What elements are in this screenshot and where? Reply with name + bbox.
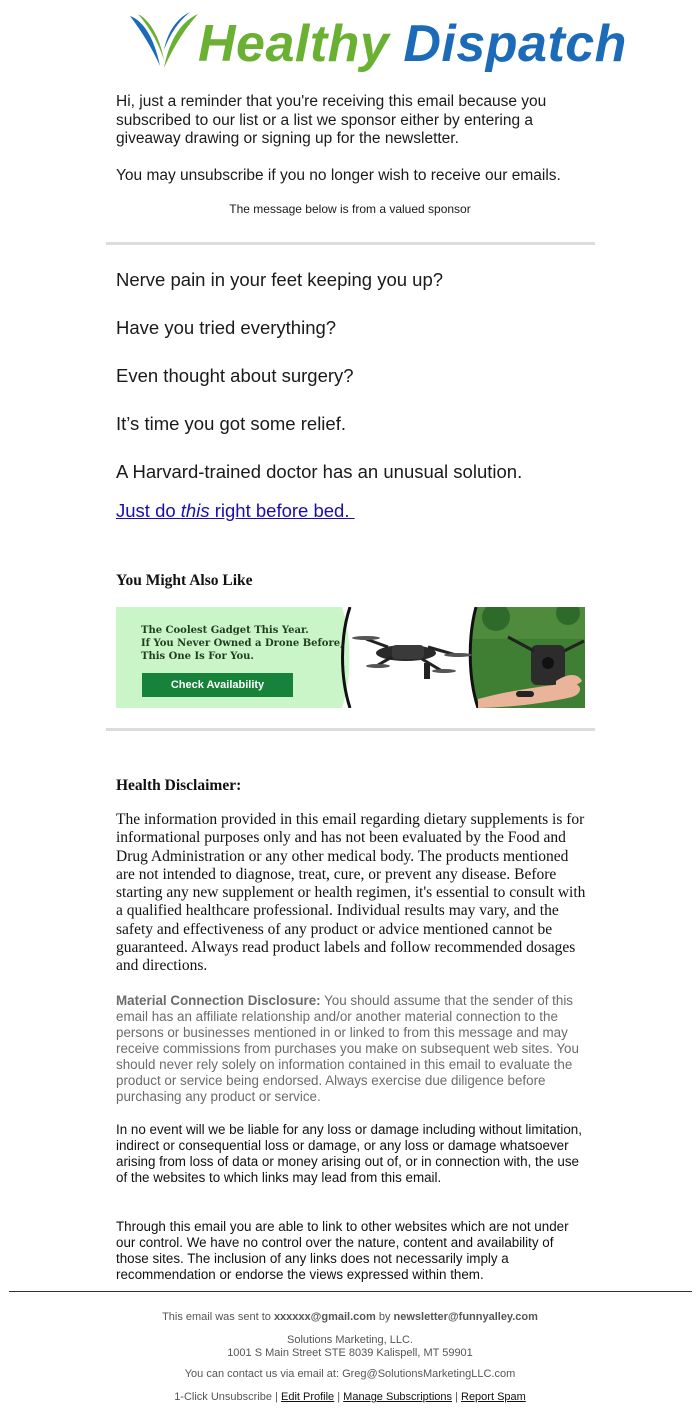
logo-word-healthy: Healthy: [198, 15, 390, 73]
unsubscribe-notice: You may unsubscribe if you no longer wish to receive our emails.: [116, 167, 561, 184]
manage-subscriptions-link[interactable]: Manage Subscriptions: [343, 1391, 453, 1403]
banner-headline: [141, 624, 344, 663]
pitch-line-3: Even thought about surgery?: [116, 365, 354, 386]
cta-post: right before bed.: [209, 500, 355, 521]
logo-wordmark: [198, 14, 627, 74]
drone-ad-banner[interactable]: [116, 607, 585, 708]
sent-pre: This email was sent to: [162, 1311, 274, 1323]
cta-pre: Just do: [116, 500, 181, 521]
footer-links: [0, 1391, 700, 1404]
pitch-line-5: A Harvard-trained doctor has an unusual solution.: [116, 461, 523, 482]
company-address: 1001 S Main Street STE 8039 Kalispell, MT 59901: [227, 1347, 473, 1359]
edit-profile-link[interactable]: Edit Profile: [280, 1391, 335, 1403]
health-disclaimer-title: Health Disclaimer:: [116, 777, 242, 794]
subscription-reminder: Hi, just a reminder that you're receiving this email because you subscribed to our list or a list we sponsor either by entering a giveaway drawing or signing up for the newsletter.: [116, 93, 547, 147]
footer-address-block: [0, 1334, 700, 1360]
divider: [106, 728, 595, 731]
company-name: Solutions Marketing, LLC.: [287, 1334, 413, 1346]
you-might-also-like-heading: You Might Also Like: [116, 572, 253, 589]
sender-email: newsletter@funnyalley.com: [393, 1311, 538, 1323]
cta-emphasis: this: [180, 500, 210, 521]
separator: |: [452, 1391, 461, 1403]
banner-line-1: The Coolest Gadget This Year.: [141, 625, 309, 636]
pitch-line-4: It’s time you got some relief.: [116, 413, 346, 434]
divider: [106, 242, 595, 245]
mcd-label: Material Connection Disclosure:: [116, 993, 321, 1008]
leaf-logo-icon: [128, 10, 200, 80]
check-availability-button[interactable]: Check Availability: [142, 673, 293, 697]
pitch-line-1: Nerve pain in your feet keeping you up?: [116, 269, 444, 290]
cta-link[interactable]: [116, 500, 355, 522]
healthy-dispatch-logo: [128, 8, 627, 84]
separator: |: [334, 1391, 344, 1403]
footer-divider: [9, 1291, 692, 1292]
recipient-email: xxxxxx@gmail.com: [273, 1311, 376, 1323]
liability-paragraph: In no event will we be liable for any loss or damage including without limitation, indirect or consequential loss or damage, or any loss or damage whatsoever arising from loss of data or money arising out of, or in connection with, the use of the websites to which links may lead from this email.: [116, 1122, 582, 1185]
banner-line-2: If You Never Owned a Drone Before,: [141, 638, 344, 649]
logo-word-dispatch: Dispatch: [403, 15, 627, 73]
banner-line-3: This One Is For You.: [141, 651, 254, 662]
report-spam-link[interactable]: Report Spam: [461, 1391, 526, 1403]
separator: |: [272, 1391, 281, 1403]
mcd-text: You should assume that the sender of this email has an affiliate relationship and/or another material connection to the persons or businesses mentioned in or linked to from this message and may receive commissions from purchases you make on subsequent web sites. You should never rely solely on information contained in this email to evaluate the product or service being endorsed. Always exercise due diligence before purchasing any product or service.: [116, 993, 579, 1104]
footer-sent-to: [0, 1311, 700, 1324]
health-disclaimer-body: The information provided in this email regarding dietary supplements is for informational purposes only and has not been evaluated by the Food and Drug Administration or any other medical body. The products mentioned are not intended to diagnose, treat, cure, or prevent any disease. Before starting any new supplement or health regimen, it's essential to consult with a qualified healthcare professional. Individual results may vary, and the safety and effectiveness of any product or advice mentioned cannot be guaranteed. Always read product labels and follow recommended dosages and directions.: [116, 811, 586, 975]
sponsor-note: The message below is from a valued sponsor: [229, 202, 471, 216]
pitch-line-2: Have you tried everything?: [116, 317, 337, 338]
footer-contact: You can contact us via email at: Greg@SolutionsMarketingLLC.com: [184, 1368, 516, 1380]
material-connection-disclosure: [116, 993, 586, 1105]
external-links-paragraph: Through this email you are able to link to other websites which are not under our control. We have no control over the nature, content and availability of those sites. The inclusion of any links does not necessarily imply a recommendation or endorse the views expressed within them.: [116, 1219, 569, 1282]
sent-mid: by: [375, 1311, 394, 1323]
one-click-unsubscribe[interactable]: 1-Click Unsubscribe: [174, 1391, 272, 1403]
